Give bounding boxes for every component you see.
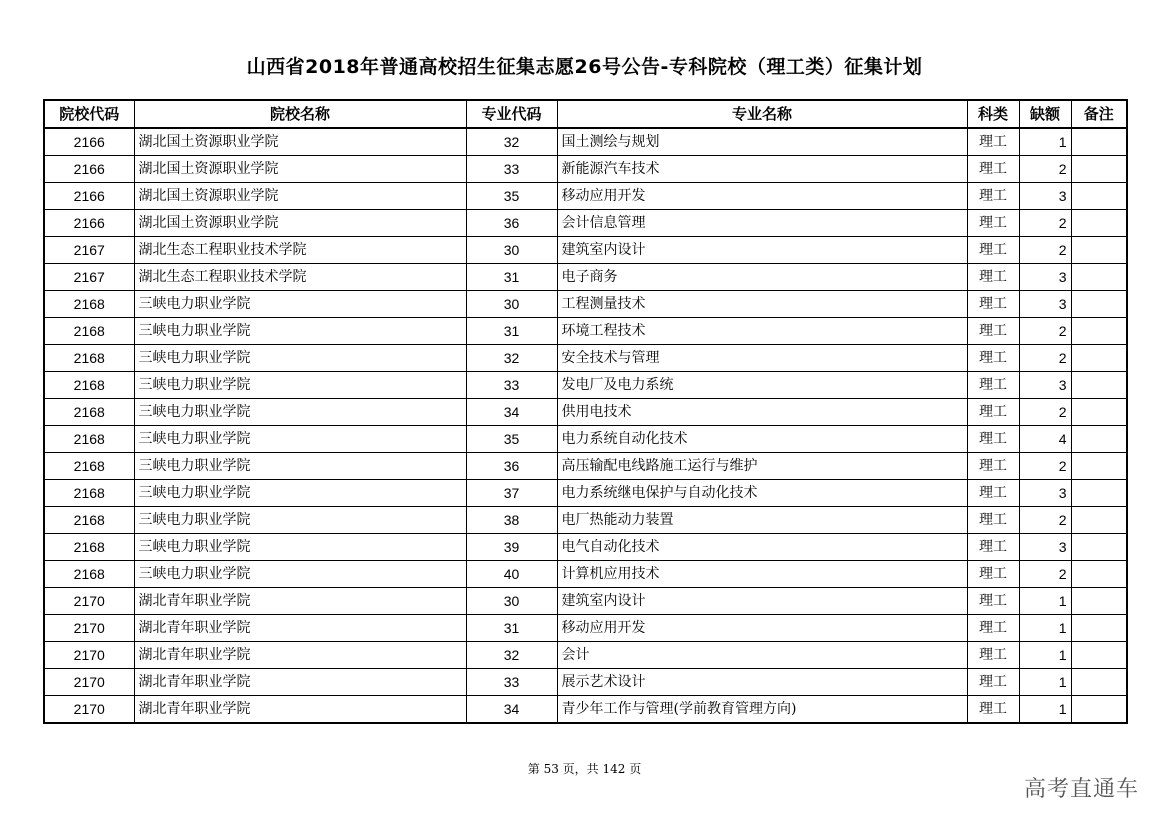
major-code-cell: 40	[466, 561, 557, 588]
remarks-cell	[1071, 669, 1127, 696]
school-name-cell: 湖北青年职业学院	[134, 642, 466, 669]
category-cell: 理工	[967, 615, 1019, 642]
major-code-cell: 38	[466, 507, 557, 534]
table-row	[44, 210, 1127, 237]
category-cell: 理工	[967, 453, 1019, 480]
school-name-cell: 三峡电力职业学院	[134, 372, 466, 399]
school-code-cell: 2166	[44, 128, 134, 156]
remarks-cell	[1071, 588, 1127, 615]
remarks-cell	[1071, 534, 1127, 561]
school-code-cell: 2167	[44, 237, 134, 264]
school-name-cell: 三峡电力职业学院	[134, 507, 466, 534]
vacancy-cell: 2	[1019, 345, 1071, 372]
school-name-cell: 三峡电力职业学院	[134, 480, 466, 507]
major-code-cell: 36	[466, 453, 557, 480]
vacancy-cell: 1	[1019, 615, 1071, 642]
school-code-cell: 2170	[44, 642, 134, 669]
major-name-cell: 安全技术与管理	[557, 345, 967, 372]
remarks-cell	[1071, 399, 1127, 426]
category-cell: 理工	[967, 642, 1019, 669]
header-vacancy: 缺额	[1019, 100, 1071, 128]
category-cell: 理工	[967, 264, 1019, 291]
major-name-cell: 新能源汽车技术	[557, 156, 967, 183]
major-code-cell: 39	[466, 534, 557, 561]
vacancy-cell: 3	[1019, 534, 1071, 561]
school-code-cell: 2168	[44, 480, 134, 507]
vacancy-cell: 2	[1019, 507, 1071, 534]
major-code-cell: 32	[466, 345, 557, 372]
school-name-cell: 湖北国土资源职业学院	[134, 210, 466, 237]
category-cell: 理工	[967, 534, 1019, 561]
major-name-cell: 电气自动化技术	[557, 534, 967, 561]
category-cell: 理工	[967, 128, 1019, 156]
remarks-cell	[1071, 345, 1127, 372]
category-cell: 理工	[967, 183, 1019, 210]
vacancy-cell: 2	[1019, 453, 1071, 480]
major-code-cell: 33	[466, 156, 557, 183]
school-name-cell: 三峡电力职业学院	[134, 345, 466, 372]
remarks-cell	[1071, 507, 1127, 534]
header-major-code: 专业代码	[466, 100, 557, 128]
remarks-cell	[1071, 183, 1127, 210]
category-cell: 理工	[967, 237, 1019, 264]
category-cell: 理工	[967, 480, 1019, 507]
major-name-cell: 计算机应用技术	[557, 561, 967, 588]
school-name-cell: 三峡电力职业学院	[134, 426, 466, 453]
vacancy-cell: 2	[1019, 210, 1071, 237]
school-name-cell: 湖北青年职业学院	[134, 615, 466, 642]
major-name-cell: 国土测绘与规划	[557, 128, 967, 156]
major-name-cell: 发电厂及电力系统	[557, 372, 967, 399]
remarks-cell	[1071, 237, 1127, 264]
school-name-cell: 三峡电力职业学院	[134, 399, 466, 426]
major-code-cell: 37	[466, 480, 557, 507]
major-name-cell: 工程测量技术	[557, 291, 967, 318]
table-row	[44, 291, 1127, 318]
major-name-cell: 建筑室内设计	[557, 237, 967, 264]
header-major-name: 专业名称	[557, 100, 967, 128]
major-name-cell: 会计	[557, 642, 967, 669]
major-name-cell: 供用电技术	[557, 399, 967, 426]
remarks-cell	[1071, 642, 1127, 669]
school-name-cell: 三峡电力职业学院	[134, 534, 466, 561]
header-remarks: 备注	[1071, 100, 1127, 128]
school-name-cell: 湖北生态工程职业技术学院	[134, 264, 466, 291]
major-code-cell: 34	[466, 696, 557, 724]
category-cell: 理工	[967, 156, 1019, 183]
table-row	[44, 426, 1127, 453]
school-code-cell: 2170	[44, 588, 134, 615]
major-name-cell: 会计信息管理	[557, 210, 967, 237]
major-code-cell: 31	[466, 318, 557, 345]
school-code-cell: 2170	[44, 615, 134, 642]
school-code-cell: 2168	[44, 318, 134, 345]
school-code-cell: 2166	[44, 210, 134, 237]
category-cell: 理工	[967, 345, 1019, 372]
school-name-cell: 湖北国土资源职业学院	[134, 183, 466, 210]
remarks-cell	[1071, 128, 1127, 156]
school-code-cell: 2168	[44, 426, 134, 453]
major-code-cell: 30	[466, 237, 557, 264]
vacancy-cell: 2	[1019, 156, 1071, 183]
school-code-cell: 2168	[44, 291, 134, 318]
major-code-cell: 30	[466, 588, 557, 615]
school-name-cell: 三峡电力职业学院	[134, 291, 466, 318]
school-name-cell: 湖北国土资源职业学院	[134, 128, 466, 156]
remarks-cell	[1071, 696, 1127, 724]
table-row	[44, 237, 1127, 264]
major-code-cell: 35	[466, 183, 557, 210]
school-name-cell: 湖北青年职业学院	[134, 588, 466, 615]
category-cell: 理工	[967, 561, 1019, 588]
table-row	[44, 534, 1127, 561]
school-code-cell: 2166	[44, 156, 134, 183]
vacancy-cell: 2	[1019, 318, 1071, 345]
remarks-cell	[1071, 372, 1127, 399]
page-number: 第 53 页，共 142 页	[527, 762, 642, 776]
school-name-cell: 三峡电力职业学院	[134, 318, 466, 345]
school-name-cell: 湖北青年职业学院	[134, 669, 466, 696]
category-cell: 理工	[967, 372, 1019, 399]
table-body	[44, 128, 1127, 723]
major-name-cell: 高压输配电线路施工运行与维护	[557, 453, 967, 480]
major-code-cell: 31	[466, 615, 557, 642]
header-school-name: 院校名称	[134, 100, 466, 128]
remarks-cell	[1071, 615, 1127, 642]
major-name-cell: 电子商务	[557, 264, 967, 291]
major-name-cell: 环境工程技术	[557, 318, 967, 345]
school-code-cell: 2168	[44, 534, 134, 561]
vacancy-cell: 4	[1019, 426, 1071, 453]
vacancy-cell: 3	[1019, 183, 1071, 210]
table-row	[44, 453, 1127, 480]
category-cell: 理工	[967, 696, 1019, 724]
major-name-cell: 建筑室内设计	[557, 588, 967, 615]
major-code-cell: 33	[466, 372, 557, 399]
major-name-cell: 电力系统继电保护与自动化技术	[557, 480, 967, 507]
major-code-cell: 33	[466, 669, 557, 696]
vacancy-cell: 1	[1019, 669, 1071, 696]
category-cell: 理工	[967, 399, 1019, 426]
school-name-cell: 湖北国土资源职业学院	[134, 156, 466, 183]
school-code-cell: 2170	[44, 696, 134, 724]
major-code-cell: 35	[466, 426, 557, 453]
table-row	[44, 588, 1127, 615]
category-cell: 理工	[967, 291, 1019, 318]
vacancy-cell: 3	[1019, 480, 1071, 507]
major-code-cell: 34	[466, 399, 557, 426]
remarks-cell	[1071, 561, 1127, 588]
vacancy-cell: 1	[1019, 128, 1071, 156]
vacancy-cell: 3	[1019, 372, 1071, 399]
table-row	[44, 696, 1127, 724]
major-code-cell: 32	[466, 642, 557, 669]
major-code-cell: 32	[466, 128, 557, 156]
remarks-cell	[1071, 426, 1127, 453]
school-code-cell: 2166	[44, 183, 134, 210]
school-name-cell: 湖北青年职业学院	[134, 696, 466, 724]
school-code-cell: 2168	[44, 399, 134, 426]
remarks-cell	[1071, 156, 1127, 183]
category-cell: 理工	[967, 210, 1019, 237]
table-row	[44, 669, 1127, 696]
table-row	[44, 507, 1127, 534]
vacancy-cell: 1	[1019, 696, 1071, 724]
table-row	[44, 642, 1127, 669]
table-row	[44, 399, 1127, 426]
remarks-cell	[1071, 210, 1127, 237]
remarks-cell	[1071, 291, 1127, 318]
major-name-cell: 电厂热能动力装置	[557, 507, 967, 534]
major-code-cell: 30	[466, 291, 557, 318]
category-cell: 理工	[967, 426, 1019, 453]
school-name-cell: 三峡电力职业学院	[134, 453, 466, 480]
vacancy-cell: 3	[1019, 264, 1071, 291]
table-row	[44, 615, 1127, 642]
header-category: 科类	[967, 100, 1019, 128]
header-school-code: 院校代码	[44, 100, 134, 128]
table-row	[44, 318, 1127, 345]
major-name-cell: 移动应用开发	[557, 183, 967, 210]
category-cell: 理工	[967, 507, 1019, 534]
category-cell: 理工	[967, 318, 1019, 345]
major-code-cell: 36	[466, 210, 557, 237]
school-code-cell: 2168	[44, 345, 134, 372]
remarks-cell	[1071, 480, 1127, 507]
school-code-cell: 2168	[44, 561, 134, 588]
table-row	[44, 156, 1127, 183]
category-cell: 理工	[967, 669, 1019, 696]
major-name-cell: 移动应用开发	[557, 615, 967, 642]
table-row	[44, 372, 1127, 399]
major-name-cell: 青少年工作与管理(学前教育管理方向)	[557, 696, 967, 724]
table-row	[44, 561, 1127, 588]
table-row	[44, 345, 1127, 372]
school-code-cell: 2167	[44, 264, 134, 291]
school-name-cell: 三峡电力职业学院	[134, 561, 466, 588]
major-code-cell: 31	[466, 264, 557, 291]
vacancy-cell: 1	[1019, 588, 1071, 615]
major-name-cell: 电力系统自动化技术	[557, 426, 967, 453]
table-row	[44, 264, 1127, 291]
major-name-cell: 展示艺术设计	[557, 669, 967, 696]
category-cell: 理工	[967, 588, 1019, 615]
vacancy-cell: 2	[1019, 399, 1071, 426]
watermark-text: 高考直通车	[1023, 777, 1139, 802]
table-header-row	[44, 100, 1127, 128]
school-code-cell: 2170	[44, 669, 134, 696]
enrollment-plan-table	[43, 99, 1128, 724]
school-code-cell: 2168	[44, 372, 134, 399]
table-row	[44, 128, 1127, 156]
vacancy-cell: 1	[1019, 642, 1071, 669]
vacancy-cell: 2	[1019, 561, 1071, 588]
school-code-cell: 2168	[44, 453, 134, 480]
remarks-cell	[1071, 453, 1127, 480]
school-code-cell: 2168	[44, 507, 134, 534]
vacancy-cell: 3	[1019, 291, 1071, 318]
document-title: 山西省2018年普通高校招生征集志愿26号公告-专科院校（理工类）征集计划	[246, 56, 923, 78]
table-row	[44, 480, 1127, 507]
vacancy-cell: 2	[1019, 237, 1071, 264]
school-name-cell: 湖北生态工程职业技术学院	[134, 237, 466, 264]
remarks-cell	[1071, 264, 1127, 291]
remarks-cell	[1071, 318, 1127, 345]
table-row	[44, 183, 1127, 210]
